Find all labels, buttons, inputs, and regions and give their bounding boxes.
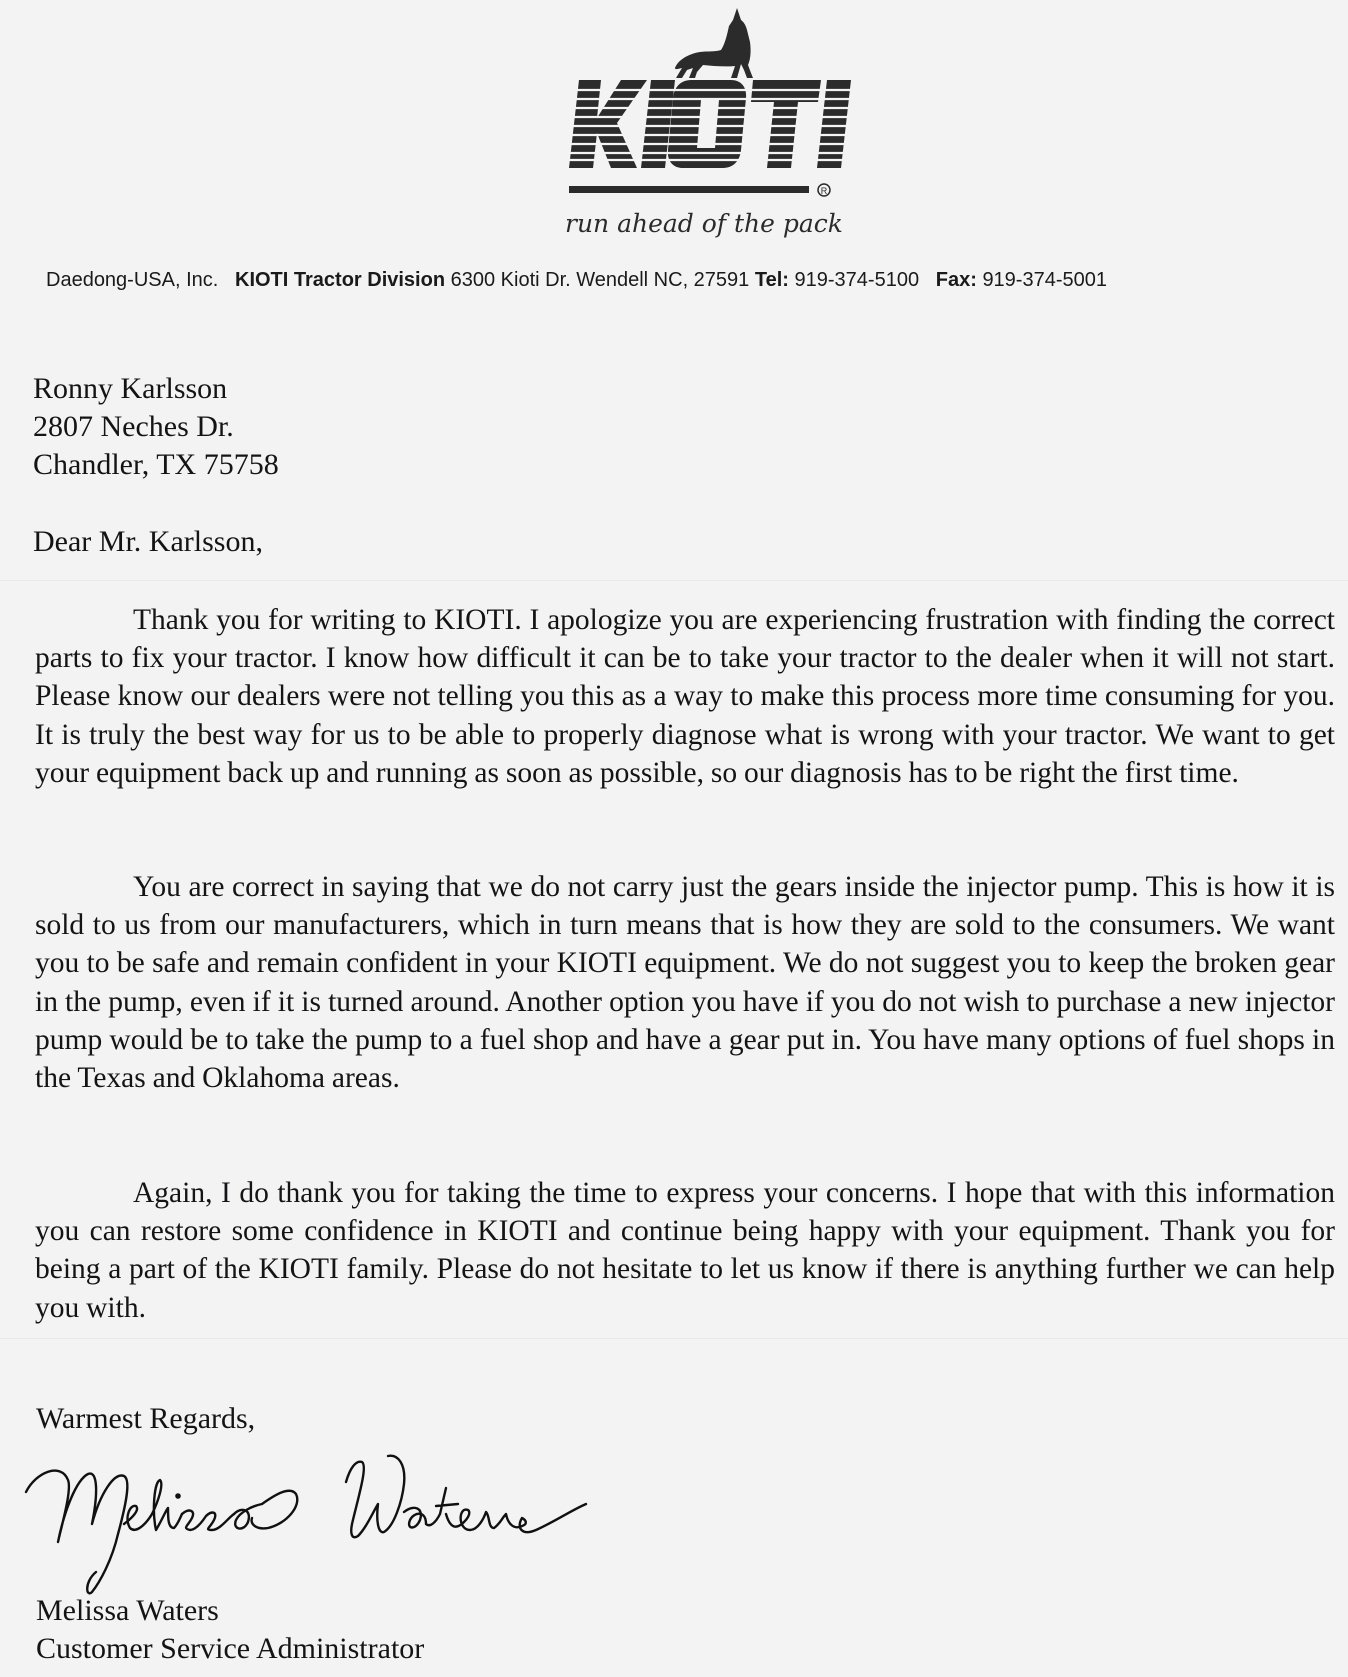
paragraph-text: Again, I do thank you for taking the time to express your concerns. I hope that with this information you can restore some confidence in KIOTI and continue being happy with your equipment. Thank you for being a part of the KIOTI family. Please do not hesitate to let us know if there is anything further we can help you with. [35, 1177, 1335, 1324]
body-paragraph [35, 1174, 1335, 1327]
recipient-name: Ronny Karlsson [33, 372, 228, 405]
fax-label: Fax: [935, 269, 977, 291]
sender-title: Customer Service Administrator [36, 1632, 425, 1665]
paragraph-text: Thank you for writing to KIOTI. I apologize you are experiencing frustration with finding the correct parts to fix your tractor. I know how difficult it can be to take your tractor to the dealer when it will not start. Please know our dealers were not telling you this as a way to make this process more time consuming for you. It is truly the best way for us to be able to properly diagnose what is wrong with your tractor. We want to get your equipment back up and running as soon as possible, so our diagnosis has to be right the first time. [35, 604, 1335, 789]
kioti-wordmark [569, 80, 851, 168]
body-paragraph [35, 868, 1335, 1097]
closing: Warmest Regards, [36, 1402, 256, 1435]
recipient-city: Chandler, TX 75758 [33, 448, 279, 481]
fax-number: 919-374-5001 [982, 269, 1107, 291]
tel-label: Tel: [754, 269, 789, 291]
letterhead-contact-line [46, 269, 1306, 292]
kioti-logo [555, 8, 855, 248]
handwritten-signature [6, 1432, 646, 1597]
sender-name: Melissa Waters [36, 1594, 219, 1627]
company-name: Daedong-USA, Inc. [46, 269, 219, 291]
wolf-icon [675, 8, 753, 78]
paper-fold-crease [0, 1338, 1348, 1340]
paper-fold-crease [0, 580, 1348, 582]
recipient-street: 2807 Neches Dr. [33, 410, 234, 443]
division-name: KIOTI Tractor Division [235, 269, 446, 291]
paragraph-text: You are correct in saying that we do not carry just the gears inside the injector pump. This is how it is sold to us from our manufacturers, which in turn means that is how they are sold to the consumers. We want you to be safe and remain confident in your KIOTI equipment. We do not suggest you to keep the broken gear in the pump, even if it is turned around. Another option you have if you do not wish to purchase a new injector pump would be to take the pump to a fuel shop and have a gear put in. You have many options of fuel shops in the Texas and Oklahoma areas. [35, 871, 1335, 1095]
tel-number: 919-374-5100 [794, 269, 920, 291]
company-address: 6300 Kioti Dr. Wendell NC, 27591 [450, 269, 750, 291]
body-paragraph [35, 601, 1335, 792]
svg-text:R: R [820, 186, 828, 196]
tagline: run ahead of the pack [565, 209, 843, 238]
salutation: Dear Mr. Karlsson, [33, 525, 263, 558]
